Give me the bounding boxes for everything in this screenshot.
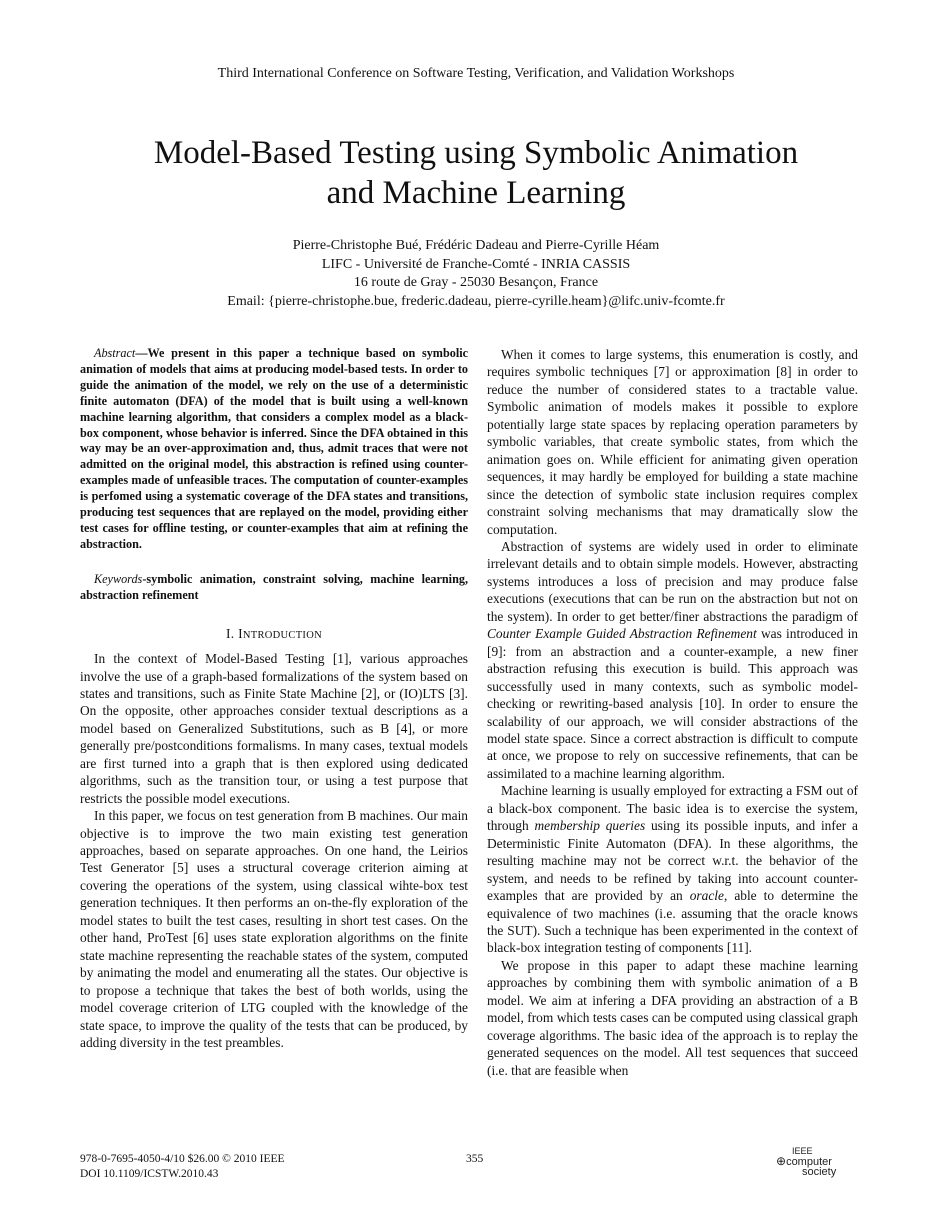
text-segment: using its possible inputs, and infer a Deterministic Finite Automaton (DFA). In these algorithms, the resulting machine may not be correct w.r.t. the behavior of the system, and needs to be refined by taking into account counter-examples that are provided by an: [487, 818, 858, 904]
abstract-text: —We present in this paper a technique based on symbolic animation of models that aims at producing model-based tests. In order to guide the animation of the model, we rely on the use of a deterministic finite automaton (DFA) of the model that is built using a well-known machine learning algorithm, that considers a complex model as a black-box component, whose behavior is inferred. Since the DFA obtained in this way may be an over-approximation and, thus, admit traces that were not admitted on the original model, this abstraction is refined using counter-examples made of unfeasible traces. The computation of counter-examples is perfomed using a systematic coverage of the DFA states and transitions, producing test sequences that are replayed on the model, providing either test cases for offline testing, or counter-examples that aim at refining the abstraction.: [80, 346, 468, 551]
logo-top: IEEE: [792, 1146, 813, 1156]
section-number: I.: [226, 625, 239, 641]
section-heading: [80, 625, 468, 644]
body-paragraph: [487, 957, 858, 1079]
left-column: [80, 346, 468, 1051]
text-segment: When it comes to large systems, this enumeration is costly, and requires symbolic techniques [7] or approximation [8] in order to reduce the number of considered states to a tractable value. Symbolic animation of models makes it possible to explore potentially large state spaces by replacing operation parameters by symbolic variables, that create symbolic states, from which the animation goes on. While efficient for animating given operation sequences, it may hardly be employed for building a state machine since the detection of symbolic state inclusion requires complex constraint solving mechanisms that may dramatically slow the computation.: [487, 347, 858, 537]
text-segment: In this paper, we focus on test generation from B machines. Our main objective is to improve the two main existing test generation approaches, based on separate approaches. On one hand, the Leirios Test Generator [5] uses a structural coverage criterion aiming at covering the operations of the system, using classical wihte-box test generation techniques. It then performs an on-the-fly exploration of the model states to built the test cases, resulting in short test cases. On the other hand, ProTest [6] uses state exploration algorithms on the finite state machine representing the reachable states of the system, computed by animating the model and enumerating all the states. Our objective is to propose a technique that takes the best of both worlds, using the model coverage criterion of LTG coupled with the knowledge of the state space, to improve the quality of the tests that can be produced, by adding diversity in the test preambles.: [80, 808, 468, 1051]
keywords: [80, 572, 468, 604]
text-segment: In the context of Model-Based Testing [1], various approaches involve the use of a graph-based formalizations of the system based on states and transitions, such as Finite State Machine [2], or (IO)LTS [3]. On the opposite, other approaches consider textual descriptions as a model based on Generalized Substitutions, such as B [4], or more generally pre/postconditions formalisms. In many cases, textual models are first turned into a graph that is then explored using dedicated algorithms, such as the transition tour, or using a test purpose that restricts the possible model executions.: [80, 651, 468, 806]
page-number: 355: [466, 1153, 484, 1165]
italic-text: membership queries: [534, 818, 646, 834]
logo-mid: computer: [786, 1156, 832, 1168]
text-segment: Abstraction of systems are widely used in order to eliminate irrelevant details and to obtain simple models. However, abstracting systems introduces a loss of precision and may produce false executions (executions that can be run on the abstraction but not on the system). In order to get better/finer abstractions the paradigm of: [487, 538, 858, 624]
keywords-label: Keywords: [94, 571, 143, 586]
footer-left: [80, 1152, 285, 1182]
ieee-computer-society-logo: IEEE ⊕computer society: [776, 1146, 837, 1178]
isbn: 978-0-7695-4050-4/10 $26.00 © 2010 IEEE: [80, 1153, 285, 1165]
italic-text: oracle: [689, 888, 724, 904]
affiliation: LIFC - Université de Franche-Comté - INRIA CASSIS: [321, 256, 631, 272]
right-column: [487, 346, 858, 1079]
body-paragraph: [80, 650, 468, 807]
body-paragraph: [487, 346, 858, 538]
italic-text: Counter Example Guided Abstraction Refinement: [487, 626, 757, 642]
section-initial: I: [238, 625, 243, 641]
title-line-2: and Machine Learning: [326, 175, 626, 211]
abstract: [80, 346, 468, 553]
paper-title: [0, 133, 952, 213]
conference-header: Third International Conference on Software Testing, Verification, and Validation Workshops: [217, 66, 735, 81]
text-segment: Machine learning is usually employed for extracting a FSM out of a black-box component. The basic idea is to exercise the system, through: [487, 783, 858, 834]
email: Email: {pierre-christophe.bue, frederic.dadeau, pierre-cyrille.heam}@lifc.univ-fcomte.fr: [227, 293, 725, 309]
title-line-1: Model-Based Testing using Symbolic Animation: [153, 135, 799, 171]
author-block: [0, 237, 952, 311]
logo-bottom: society: [802, 1166, 837, 1178]
body-paragraph: [487, 538, 858, 782]
address: 16 route de Gray - 25030 Besançon, France: [353, 275, 599, 290]
doi: DOI 10.1109/ICSTW.2010.43: [80, 1168, 219, 1180]
body-paragraph: [80, 807, 468, 1051]
text-segment: , able to determine the equivalence of two machines (i.e. assuming that the oracle knows the SUT). Such a technique has been experimented in the context of black-box integration testing of components [11].: [487, 888, 858, 956]
keywords-text: -symbolic animation, constraint solving, machine learning, abstraction refinement: [80, 571, 468, 602]
text-segment: We propose in this paper to adapt these machine learning approaches by combining them with symbolic animation of a B model. We aim at infering a DFA providing an abstraction of a B model, from which tests cases can be computed using classical graph coverage algorithms. The basic idea of the approach is to replay the generated sequences on the model. All test sequences that succeed (i.e. that are feasible when: [487, 957, 858, 1078]
author-names: Pierre-Christophe Bué, Frédéric Dadeau and Pierre-Cyrille Héam: [292, 238, 660, 253]
body-paragraph: [487, 782, 858, 957]
abstract-label: Abstract: [94, 346, 136, 360]
section-rest: NTRODUCTION: [242, 629, 322, 641]
text-segment: was introduced in [9]: from an abstraction and a counter-example, a new finer abstraction refusing this execution is build. This approach was successfully used in many contexts, such as symbolic model-checking or rewriting-based analysis [10]. In order to ensure the scalability of our approach, we will consider abstractions of the model state space. Since a correct abstraction is difficult to compute at once, we propose to rely on successive refinements, that can be assimilated to a machine learning algorithm.: [487, 626, 859, 781]
